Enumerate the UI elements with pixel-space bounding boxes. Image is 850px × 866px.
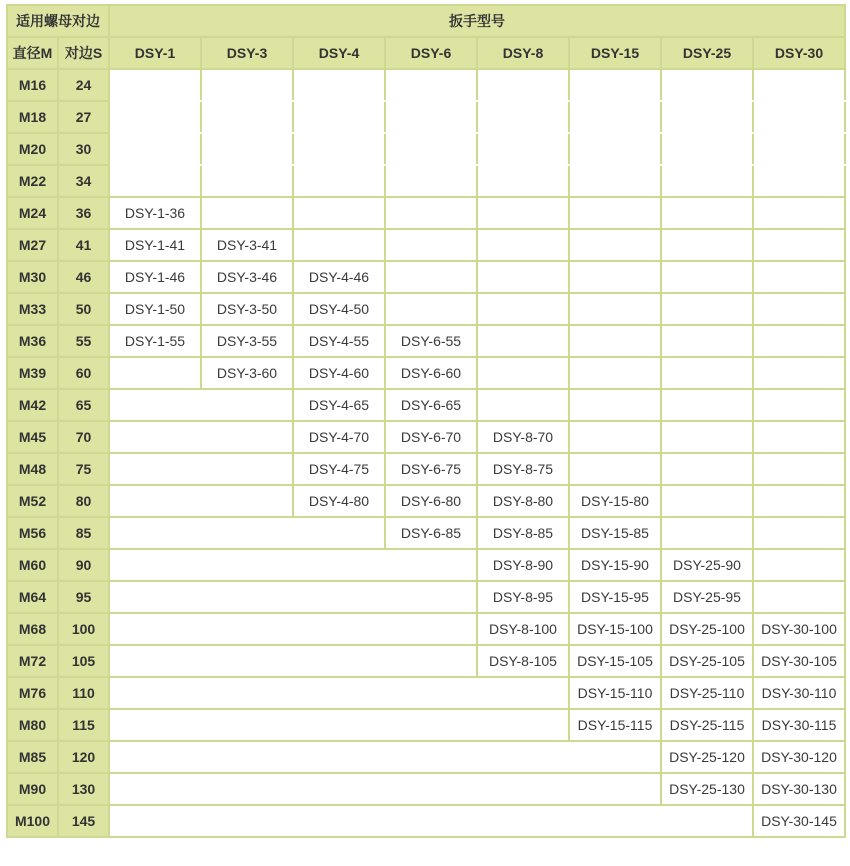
model-cell: DSY-8-85 — [477, 517, 569, 549]
model-cell: DSY-25-110 — [661, 677, 753, 709]
model-cell: DSY-25-95 — [661, 581, 753, 613]
model-cell: DSY-30-105 — [753, 645, 845, 677]
model-cell: DSY-6-60 — [385, 357, 477, 389]
empty-cell — [385, 293, 477, 325]
empty-cell — [201, 101, 293, 133]
empty-cell — [385, 229, 477, 261]
model-cell: DSY-8-95 — [477, 581, 569, 613]
model-cell: DSY-3-55 — [201, 325, 293, 357]
model-cell: DSY-25-100 — [661, 613, 753, 645]
table-row — [7, 709, 845, 741]
diameter-cell: M39 — [7, 357, 58, 389]
across-flats-cell: 34 — [58, 165, 109, 197]
model-cell: DSY-4-50 — [293, 293, 385, 325]
model-header-dsy-30: DSY-30 — [753, 37, 845, 69]
empty-cell — [477, 325, 569, 357]
model-header-dsy-4: DSY-4 — [293, 37, 385, 69]
table-row — [7, 261, 845, 293]
empty-cell — [477, 133, 569, 165]
empty-span-cell — [109, 549, 477, 581]
empty-cell — [753, 261, 845, 293]
wrench-model-table — [6, 4, 846, 838]
across-flats-cell: 41 — [58, 229, 109, 261]
across-flats-cell: 50 — [58, 293, 109, 325]
across-flats-cell: 115 — [58, 709, 109, 741]
table-row — [7, 645, 845, 677]
model-cell: DSY-6-70 — [385, 421, 477, 453]
across-flats-cell: 65 — [58, 389, 109, 421]
diameter-cell: M60 — [7, 549, 58, 581]
empty-cell — [385, 165, 477, 197]
empty-span-cell — [109, 613, 477, 645]
across-flats-column-header: 对边S — [58, 37, 109, 69]
model-cell: DSY-25-130 — [661, 773, 753, 805]
empty-cell — [661, 165, 753, 197]
empty-cell — [477, 165, 569, 197]
empty-span-cell — [109, 357, 201, 389]
empty-cell — [753, 165, 845, 197]
diameter-cell: M72 — [7, 645, 58, 677]
model-cell: DSY-6-65 — [385, 389, 477, 421]
model-header-dsy-6: DSY-6 — [385, 37, 477, 69]
model-cell: DSY-6-80 — [385, 485, 477, 517]
model-cell: DSY-15-105 — [569, 645, 661, 677]
table-row — [7, 805, 845, 837]
model-cell: DSY-3-46 — [201, 261, 293, 293]
model-cell: DSY-4-46 — [293, 261, 385, 293]
table-row — [7, 581, 845, 613]
empty-cell — [753, 485, 845, 517]
model-cell: DSY-3-60 — [201, 357, 293, 389]
empty-cell — [201, 197, 293, 229]
across-flats-cell: 130 — [58, 773, 109, 805]
diameter-cell: M22 — [7, 165, 58, 197]
across-flats-cell: 46 — [58, 261, 109, 293]
empty-cell — [753, 549, 845, 581]
empty-cell — [569, 421, 661, 453]
table-row — [7, 549, 845, 581]
diameter-cell: M27 — [7, 229, 58, 261]
diameter-cell: M45 — [7, 421, 58, 453]
table-row — [7, 133, 845, 165]
model-cell: DSY-15-90 — [569, 549, 661, 581]
across-flats-cell: 75 — [58, 453, 109, 485]
diameter-cell: M20 — [7, 133, 58, 165]
table-row — [7, 69, 845, 101]
model-cell: DSY-1-50 — [109, 293, 201, 325]
empty-cell — [661, 325, 753, 357]
empty-cell — [661, 197, 753, 229]
across-flats-cell: 70 — [58, 421, 109, 453]
empty-cell — [661, 517, 753, 549]
table-body — [7, 69, 845, 837]
diameter-column-header: 直径M — [7, 37, 58, 69]
model-cell: DSY-1-36 — [109, 197, 201, 229]
model-cell: DSY-15-115 — [569, 709, 661, 741]
model-cell: DSY-6-75 — [385, 453, 477, 485]
nut-group-header: 适用螺母对边 — [7, 5, 109, 37]
empty-cell — [385, 261, 477, 293]
empty-cell — [109, 101, 201, 133]
empty-span-cell — [109, 709, 569, 741]
empty-cell — [293, 133, 385, 165]
empty-cell — [661, 261, 753, 293]
diameter-cell: M33 — [7, 293, 58, 325]
table-row — [7, 357, 845, 389]
empty-cell — [201, 165, 293, 197]
empty-cell — [661, 485, 753, 517]
empty-cell — [569, 229, 661, 261]
table-row — [7, 197, 845, 229]
model-cell: DSY-15-95 — [569, 581, 661, 613]
empty-cell — [753, 197, 845, 229]
model-header-dsy-15: DSY-15 — [569, 37, 661, 69]
model-cell: DSY-25-105 — [661, 645, 753, 677]
empty-cell — [569, 197, 661, 229]
model-cell: DSY-4-60 — [293, 357, 385, 389]
empty-cell — [477, 357, 569, 389]
across-flats-cell: 30 — [58, 133, 109, 165]
empty-cell — [293, 69, 385, 101]
empty-span-cell — [109, 421, 293, 453]
empty-cell — [569, 325, 661, 357]
empty-cell — [753, 229, 845, 261]
empty-cell — [293, 101, 385, 133]
model-cell: DSY-8-90 — [477, 549, 569, 581]
empty-cell — [109, 69, 201, 101]
across-flats-cell: 105 — [58, 645, 109, 677]
empty-span-cell — [109, 485, 293, 517]
model-cell: DSY-15-80 — [569, 485, 661, 517]
table-row — [7, 421, 845, 453]
across-flats-cell: 36 — [58, 197, 109, 229]
model-header-dsy-8: DSY-8 — [477, 37, 569, 69]
model-cell: DSY-30-100 — [753, 613, 845, 645]
diameter-cell: M36 — [7, 325, 58, 357]
table-row — [7, 741, 845, 773]
model-cell: DSY-1-55 — [109, 325, 201, 357]
table-row — [7, 773, 845, 805]
model-cell: DSY-8-70 — [477, 421, 569, 453]
empty-cell — [477, 261, 569, 293]
empty-cell — [569, 293, 661, 325]
empty-cell — [661, 421, 753, 453]
table-row — [7, 389, 845, 421]
across-flats-cell: 145 — [58, 805, 109, 837]
empty-cell — [661, 133, 753, 165]
empty-cell — [753, 133, 845, 165]
across-flats-cell: 85 — [58, 517, 109, 549]
empty-cell — [477, 293, 569, 325]
empty-cell — [569, 453, 661, 485]
across-flats-cell: 110 — [58, 677, 109, 709]
table-row — [7, 453, 845, 485]
empty-cell — [385, 133, 477, 165]
empty-cell — [569, 357, 661, 389]
table-row — [7, 229, 845, 261]
model-cell: DSY-8-75 — [477, 453, 569, 485]
across-flats-cell: 55 — [58, 325, 109, 357]
empty-cell — [661, 101, 753, 133]
empty-cell — [109, 133, 201, 165]
model-header-dsy-25: DSY-25 — [661, 37, 753, 69]
empty-cell — [109, 165, 201, 197]
empty-cell — [753, 453, 845, 485]
empty-cell — [753, 581, 845, 613]
empty-cell — [569, 261, 661, 293]
across-flats-cell: 24 — [58, 69, 109, 101]
table-row — [7, 165, 845, 197]
empty-cell — [753, 357, 845, 389]
model-cell: DSY-3-41 — [201, 229, 293, 261]
across-flats-cell: 100 — [58, 613, 109, 645]
empty-span-cell — [109, 581, 477, 613]
model-cell: DSY-4-70 — [293, 421, 385, 453]
diameter-cell: M80 — [7, 709, 58, 741]
across-flats-cell: 90 — [58, 549, 109, 581]
empty-cell — [661, 453, 753, 485]
model-cell: DSY-6-85 — [385, 517, 477, 549]
model-cell: DSY-1-46 — [109, 261, 201, 293]
diameter-cell: M18 — [7, 101, 58, 133]
empty-cell — [753, 293, 845, 325]
empty-cell — [477, 197, 569, 229]
table-row — [7, 517, 845, 549]
diameter-cell: M16 — [7, 69, 58, 101]
diameter-cell: M68 — [7, 613, 58, 645]
model-cell: DSY-30-130 — [753, 773, 845, 805]
empty-cell — [569, 389, 661, 421]
empty-cell — [753, 69, 845, 101]
empty-cell — [661, 357, 753, 389]
empty-cell — [753, 325, 845, 357]
empty-cell — [753, 517, 845, 549]
table-row — [7, 325, 845, 357]
diameter-cell: M48 — [7, 453, 58, 485]
across-flats-cell: 95 — [58, 581, 109, 613]
model-cell: DSY-15-110 — [569, 677, 661, 709]
across-flats-cell: 80 — [58, 485, 109, 517]
model-cell: DSY-30-115 — [753, 709, 845, 741]
empty-cell — [753, 389, 845, 421]
empty-cell — [201, 133, 293, 165]
diameter-cell: M64 — [7, 581, 58, 613]
across-flats-cell: 27 — [58, 101, 109, 133]
empty-cell — [753, 101, 845, 133]
empty-cell — [293, 165, 385, 197]
empty-span-cell — [109, 517, 385, 549]
diameter-cell: M76 — [7, 677, 58, 709]
model-cell: DSY-4-55 — [293, 325, 385, 357]
empty-span-cell — [109, 805, 753, 837]
diameter-cell: M85 — [7, 741, 58, 773]
model-cell: DSY-3-50 — [201, 293, 293, 325]
empty-cell — [661, 69, 753, 101]
empty-cell — [569, 133, 661, 165]
model-cell: DSY-8-105 — [477, 645, 569, 677]
across-flats-cell: 60 — [58, 357, 109, 389]
model-cell: DSY-25-115 — [661, 709, 753, 741]
diameter-cell: M56 — [7, 517, 58, 549]
empty-cell — [477, 101, 569, 133]
empty-cell — [661, 389, 753, 421]
table-row — [7, 101, 845, 133]
table-row — [7, 485, 845, 517]
empty-cell — [201, 69, 293, 101]
empty-cell — [661, 293, 753, 325]
diameter-cell: M24 — [7, 197, 58, 229]
model-header-dsy-1: DSY-1 — [109, 37, 201, 69]
model-cell: DSY-30-110 — [753, 677, 845, 709]
empty-cell — [385, 197, 477, 229]
diameter-cell: M90 — [7, 773, 58, 805]
model-cell: DSY-30-120 — [753, 741, 845, 773]
empty-cell — [569, 165, 661, 197]
diameter-cell: M100 — [7, 805, 58, 837]
empty-cell — [569, 69, 661, 101]
diameter-cell: M30 — [7, 261, 58, 293]
model-cell: DSY-25-120 — [661, 741, 753, 773]
empty-cell — [569, 101, 661, 133]
model-header-dsy-3: DSY-3 — [201, 37, 293, 69]
model-cell: DSY-25-90 — [661, 549, 753, 581]
empty-cell — [293, 229, 385, 261]
empty-span-cell — [109, 645, 477, 677]
table-row — [7, 677, 845, 709]
empty-cell — [385, 101, 477, 133]
model-cell: DSY-8-80 — [477, 485, 569, 517]
diameter-cell: M52 — [7, 485, 58, 517]
empty-span-cell — [109, 453, 293, 485]
empty-cell — [753, 421, 845, 453]
diameter-cell: M42 — [7, 389, 58, 421]
model-cell: DSY-30-145 — [753, 805, 845, 837]
empty-cell — [477, 389, 569, 421]
model-cell: DSY-8-100 — [477, 613, 569, 645]
empty-cell — [293, 197, 385, 229]
empty-cell — [477, 69, 569, 101]
model-cell: DSY-6-55 — [385, 325, 477, 357]
model-cell: DSY-15-85 — [569, 517, 661, 549]
across-flats-cell: 120 — [58, 741, 109, 773]
table-row — [7, 613, 845, 645]
model-cell: DSY-4-80 — [293, 485, 385, 517]
empty-span-cell — [109, 741, 661, 773]
table-row — [7, 293, 845, 325]
empty-span-cell — [109, 389, 293, 421]
empty-span-cell — [109, 677, 569, 709]
model-cell: DSY-1-41 — [109, 229, 201, 261]
model-cell: DSY-4-75 — [293, 453, 385, 485]
wrench-group-header: 扳手型号 — [109, 5, 845, 37]
empty-cell — [385, 69, 477, 101]
empty-cell — [661, 229, 753, 261]
empty-cell — [477, 229, 569, 261]
model-cell: DSY-15-100 — [569, 613, 661, 645]
model-cell: DSY-4-65 — [293, 389, 385, 421]
empty-span-cell — [109, 773, 661, 805]
